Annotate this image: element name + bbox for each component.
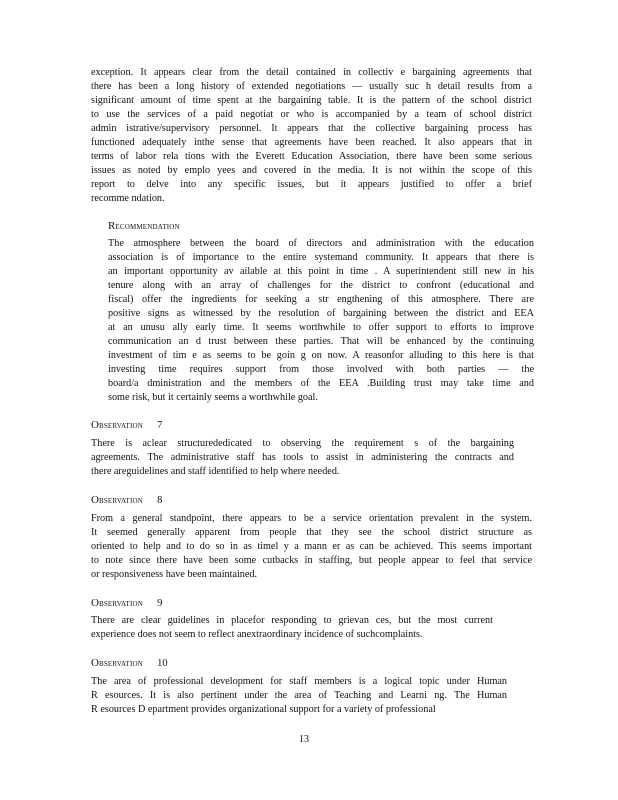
observation-heading-initial: O	[91, 494, 99, 506]
text-line: tenure along with an array of challenges for the district to confront (educational and	[108, 280, 534, 291]
text-line: report to delve into any specific issues, but it appears justified to offer a brief	[91, 179, 532, 190]
text-line: recomme ndation.	[91, 193, 165, 204]
text-line: communication an d trust between these parties. That will be enhanced by the continuing	[108, 336, 534, 347]
observation-paragraph-7	[91, 437, 514, 479]
text-line: board/a dministration and the members of the EEA .Building trust may take time and	[108, 378, 534, 389]
observation-number: 10	[157, 658, 168, 669]
intro-paragraph	[91, 66, 532, 206]
observation-heading-initial: O	[91, 657, 99, 669]
text-line: admin istrative/supervisory personnel. It appears that the collective bargaining process has	[91, 123, 532, 134]
recommendation-heading	[108, 220, 180, 233]
text-line: R esources D epartment provides organizational support for a variety of professional	[91, 704, 436, 715]
text-line: fiscal) offer the ingredients for seeking a str engthening of this atmosphere. There are	[108, 294, 534, 305]
text-line: There are clear guidelines in placefor responding to grievan ces, but the most current	[91, 615, 493, 626]
observation-heading-rest: BSERVATION	[98, 422, 144, 430]
text-line: to note since there have been some cutbacks in staffing, but people appear to feel that service	[91, 555, 532, 566]
text-line: there has been a long history of extended negotiations — usually suc h detail results from a	[91, 81, 532, 92]
recommendation-paragraph	[108, 237, 534, 405]
observation-number: 7	[157, 420, 163, 431]
text-line: investing time requires support from those involved with both parties — the	[108, 364, 534, 375]
observation-number: 8	[157, 495, 163, 506]
text-line: From a general standpoint, there appears to be a service orientation prevalent in the system.	[91, 513, 532, 524]
text-line: exception. It appears clear from the detail contained in collectiv e bargaining agreements that	[91, 67, 532, 78]
observation-heading-rest: BSERVATION	[98, 600, 144, 608]
observation-heading-8	[91, 494, 162, 507]
text-line: There is aclear structurededicated to observing the requirement s of the bargaining	[91, 438, 514, 449]
text-line: functioned adequately inthe sense that agreements have been reached. It also appears that in	[91, 137, 532, 148]
text-line: positive signs as witnessed by the resolution of bargaining between the district and EEA	[108, 308, 534, 319]
text-line: experience does not seem to reflect anextraordinary incidence of suchcomplaints.	[91, 629, 423, 640]
text-line: oriented to help and to do so in as timel y a mann er as can be achieved. This seems important	[91, 541, 532, 552]
observation-heading-initial: O	[91, 597, 99, 609]
text-line: some risk, but it certainly seems a worthwhile goal.	[108, 392, 318, 403]
page-number: 13	[299, 734, 309, 745]
observation-heading-initial: O	[91, 419, 99, 431]
observation-heading-rest: BSERVATION	[98, 660, 144, 668]
text-line: investment of tim e as seems to be goin g on now. A reasonfor alluding to this here is that	[108, 350, 534, 361]
text-line: significant amount of time spent at the bargaining table. It is the pattern of the school district	[91, 95, 532, 106]
text-line: terms of labor rela tions with the Everett Education Association, there have been some serious	[91, 151, 532, 162]
text-line: R esources. It is also pertinent under the area of Teaching and Learni ng. The Human	[91, 690, 507, 701]
text-line: The area of professional development for staff members is a logical topic under Human	[91, 676, 507, 687]
text-line: association is of importance to the entire systemand community. It appears that there is	[108, 252, 534, 263]
text-line: an important opportunity av ailable at this point in time . A superintendent still new in his	[108, 266, 534, 277]
text-line: It seemed generally apparent from people that they see the school district structure as	[91, 527, 532, 538]
text-line: at an unusu ally early time. It seems worthwhile to offer support to efforts to improve	[108, 322, 534, 333]
observation-paragraph-10	[91, 675, 507, 717]
text-line: The atmosphere between the board of directors and administration with the education	[108, 238, 534, 249]
recommendation-heading-rest: ECOMMENDATION	[115, 223, 180, 231]
observation-heading-10	[91, 657, 168, 670]
observation-paragraph-8	[91, 512, 532, 582]
text-line: or responsiveness have been maintained.	[91, 569, 258, 580]
observation-paragraph-9	[91, 614, 493, 642]
text-line: agreements. The administrative staff has tools to assist in administering the contracts and	[91, 452, 514, 463]
observation-number: 9	[157, 598, 163, 609]
recommendation-heading-initial: R	[108, 220, 116, 232]
text-line: to use the services of a paid negotiat or who is accompanied by a team of school district	[91, 109, 532, 120]
observation-heading-7	[91, 419, 162, 432]
observation-heading-rest: BSERVATION	[98, 497, 144, 505]
text-line: issues as noted by emplo yees and covered in the media. It is not within the scope of this	[91, 165, 532, 176]
text-line: there areguidelines and staff identified to help where needed.	[91, 466, 340, 477]
observation-heading-9	[91, 597, 162, 610]
